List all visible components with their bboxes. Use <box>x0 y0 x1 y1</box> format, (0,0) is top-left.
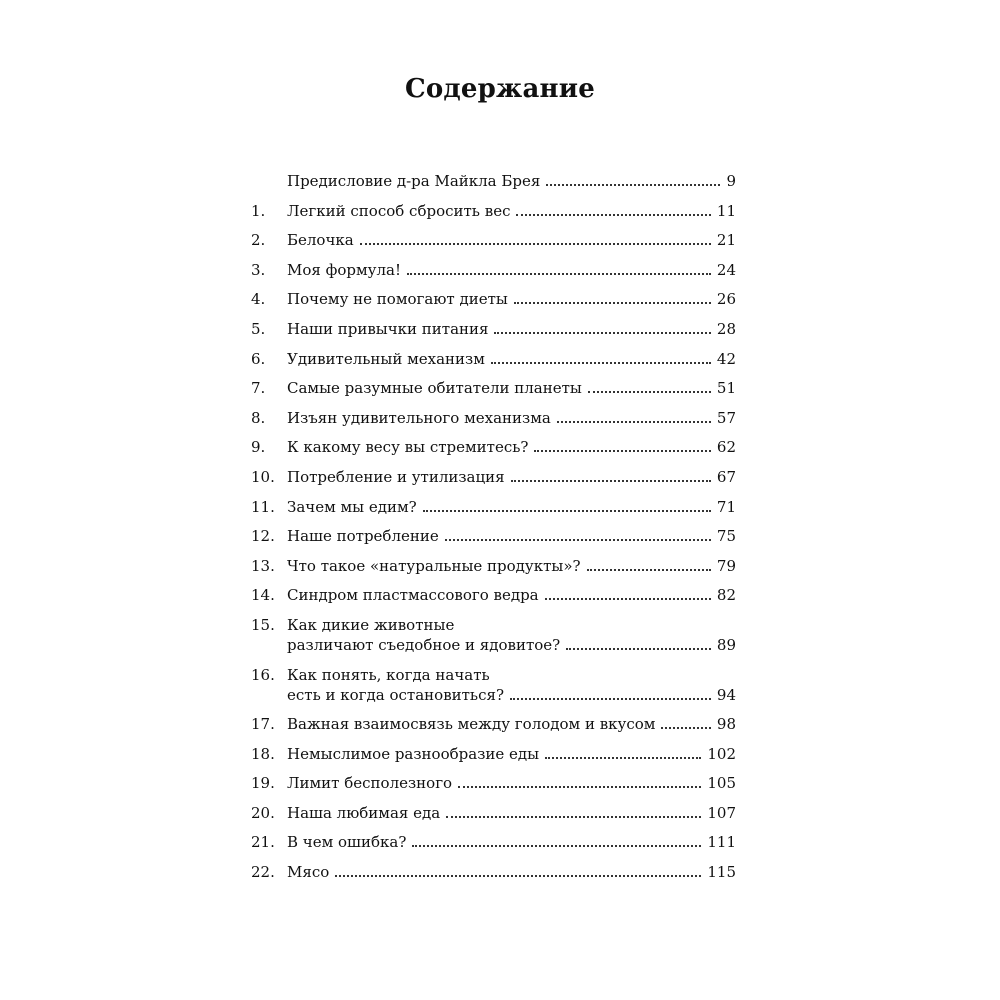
chapter-title: Моя формула! <box>287 260 401 279</box>
page-number: 67 <box>716 467 736 486</box>
toc-entry[interactable] <box>251 497 736 517</box>
entry-body <box>287 744 736 764</box>
chapter-number: 4. <box>251 290 266 309</box>
chapter-title: различают съедобное и ядовитое? <box>287 635 561 654</box>
page-number: 105 <box>707 774 736 793</box>
dot-leader <box>661 727 710 729</box>
dot-leader <box>335 875 701 877</box>
chapter-title-final-line <box>287 714 736 734</box>
chapter-number: 3. <box>251 260 266 279</box>
chapter-number: 22. <box>251 863 275 882</box>
toc-entry[interactable] <box>251 289 736 309</box>
entry-body <box>287 171 736 191</box>
chapter-number: 1. <box>251 201 266 220</box>
toc-entry[interactable] <box>251 260 736 280</box>
chapter-number: 17. <box>251 715 275 734</box>
chapter-title-final-line <box>287 803 736 823</box>
chapter-title-final-line <box>287 773 736 793</box>
entry-body <box>287 556 736 576</box>
chapter-number: 18. <box>251 744 275 763</box>
chapter-title: Удивительный механизм <box>287 349 485 368</box>
chapter-title: Почему не помогают диеты <box>287 290 508 309</box>
page-number: 75 <box>716 527 736 546</box>
page-number: 115 <box>707 863 736 882</box>
chapter-title-final-line <box>287 349 736 369</box>
chapter-number: 11. <box>251 497 275 516</box>
toc-entry[interactable] <box>251 585 736 605</box>
toc-entry[interactable] <box>251 408 736 428</box>
entry-body <box>287 378 736 398</box>
chapter-number: 10. <box>251 467 275 486</box>
page-number: 28 <box>716 319 736 338</box>
dot-leader <box>545 757 701 759</box>
dot-leader <box>587 569 711 571</box>
chapter-number: 6. <box>251 349 266 368</box>
chapter-title: В чем ошибка? <box>287 833 407 852</box>
chapter-title-final-line <box>287 685 736 705</box>
chapter-title-line: Как дикие животные <box>287 615 455 634</box>
entry-body <box>287 201 736 221</box>
chapter-number: 9. <box>251 438 266 457</box>
chapter-title-final-line <box>287 585 736 605</box>
toc-entry[interactable] <box>251 467 736 487</box>
chapter-number: 20. <box>251 803 275 822</box>
page-number: 71 <box>716 497 736 516</box>
chapter-title-final-line <box>287 408 736 428</box>
dot-leader <box>494 332 710 334</box>
toc-entry[interactable] <box>251 556 736 576</box>
entry-body <box>287 437 736 457</box>
chapter-title-final-line <box>287 437 736 457</box>
dot-leader <box>511 480 711 482</box>
chapter-number: 13. <box>251 556 275 575</box>
chapter-title: Легкий способ сбросить вес <box>287 201 511 220</box>
toc-entry[interactable] <box>251 773 736 793</box>
toc-entry[interactable] <box>251 437 736 457</box>
toc-entry[interactable] <box>251 744 736 764</box>
toc-entry[interactable] <box>251 319 736 339</box>
chapter-title-final-line <box>287 497 736 517</box>
toc-entry[interactable] <box>251 378 736 398</box>
dot-leader <box>534 450 710 452</box>
chapter-title: Зачем мы едим? <box>287 497 417 516</box>
chapter-number: 21. <box>251 833 275 852</box>
page-number: 89 <box>716 635 736 654</box>
chapter-title: Наши привычки питания <box>287 319 489 338</box>
chapter-number: 7. <box>251 379 266 398</box>
page-number: 111 <box>707 833 736 852</box>
entry-body <box>287 585 736 605</box>
chapter-title-final-line <box>287 467 736 487</box>
dot-leader <box>546 184 720 186</box>
dot-leader <box>423 510 711 512</box>
entry-body <box>287 803 736 823</box>
dot-leader <box>516 214 710 216</box>
chapter-title: Самые разумные обитатели планеты <box>287 379 582 398</box>
chapter-title-final-line <box>287 230 736 250</box>
chapter-title: К какому весу вы стремитесь? <box>287 438 529 457</box>
toc-entry[interactable] <box>251 803 736 823</box>
toc-entry[interactable] <box>251 665 736 705</box>
chapter-number: 19. <box>251 774 275 793</box>
toc-entry[interactable] <box>251 615 736 655</box>
toc-entry[interactable] <box>251 171 736 191</box>
chapter-title-line: Как понять, когда начать <box>287 665 490 684</box>
chapter-title: Что такое «натуральные продукты»? <box>287 556 581 575</box>
dot-leader <box>514 302 711 304</box>
chapter-title: Немыслимое разнообразие еды <box>287 744 540 763</box>
chapter-title: есть и когда остановиться? <box>287 685 505 704</box>
dot-leader <box>412 845 701 847</box>
table-of-contents <box>251 171 736 892</box>
entry-body <box>287 615 736 655</box>
chapter-title: Синдром пластмассового ведра <box>287 586 539 605</box>
dot-leader <box>446 816 701 818</box>
toc-entry[interactable] <box>251 349 736 369</box>
page-number: 24 <box>716 260 736 279</box>
dot-leader <box>360 243 711 245</box>
entry-body <box>287 230 736 250</box>
chapter-title-final-line <box>287 171 736 191</box>
chapter-title: Белочка <box>287 231 354 250</box>
page-number: 107 <box>707 803 736 822</box>
page-number: 26 <box>716 290 736 309</box>
entry-body <box>287 714 736 734</box>
chapter-title-final-line <box>287 526 736 546</box>
chapter-title: Мясо <box>287 863 330 882</box>
chapter-title-final-line <box>287 260 736 280</box>
chapter-title: Потребление и утилизация <box>287 467 505 486</box>
page-number: 9 <box>726 172 736 190</box>
toc-entry[interactable] <box>251 832 736 852</box>
dot-leader <box>458 786 701 788</box>
entry-body <box>287 832 736 852</box>
chapter-title: Важная взаимосвязь между голодом и вкусом <box>287 715 656 734</box>
chapter-number: 16. <box>251 665 275 684</box>
page-number: 21 <box>716 231 736 250</box>
toc-entry[interactable] <box>251 201 736 221</box>
chapter-title: Наше потребление <box>287 527 439 546</box>
entry-body <box>287 349 736 369</box>
chapter-title-final-line <box>287 556 736 576</box>
chapter-title-final-line <box>287 378 736 398</box>
dot-leader <box>566 648 711 650</box>
chapter-title-final-line <box>287 832 736 852</box>
dot-leader <box>545 598 711 600</box>
dot-leader <box>445 539 711 541</box>
page-title: Содержание <box>404 74 596 104</box>
entry-body <box>287 526 736 546</box>
page-number: 94 <box>716 685 736 704</box>
entry-body <box>287 260 736 280</box>
chapter-title-final-line <box>287 289 736 309</box>
entry-body <box>287 319 736 339</box>
entry-body <box>287 408 736 428</box>
page-number: 11 <box>716 201 736 220</box>
entry-body <box>287 773 736 793</box>
entry-body <box>287 289 736 309</box>
dot-leader <box>588 391 711 393</box>
chapter-number: 12. <box>251 527 275 546</box>
chapter-number: 8. <box>251 408 266 427</box>
entry-body <box>287 497 736 517</box>
page-number: 79 <box>716 556 736 575</box>
chapter-title: Предисловие д-ра Майкла Брея <box>287 172 541 190</box>
chapter-title-final-line <box>287 744 736 764</box>
chapter-number: 5. <box>251 319 266 338</box>
chapter-title-final-line <box>287 319 736 339</box>
toc-entry[interactable] <box>251 862 736 882</box>
page-number: 82 <box>716 586 736 605</box>
entry-body <box>287 467 736 487</box>
page-number: 42 <box>716 349 736 368</box>
chapter-title: Лимит бесполезного <box>287 774 453 793</box>
page-number: 51 <box>716 379 736 398</box>
chapter-number: 15. <box>251 615 275 634</box>
chapter-title-final-line <box>287 201 736 221</box>
page-number: 57 <box>716 408 736 427</box>
toc-entry[interactable] <box>251 714 736 734</box>
toc-entry[interactable] <box>251 230 736 250</box>
chapter-title: Наша любимая еда <box>287 803 441 822</box>
page-number: 98 <box>716 715 736 734</box>
entry-body <box>287 862 736 882</box>
dot-leader <box>407 273 711 275</box>
toc-entry[interactable] <box>251 526 736 546</box>
dot-leader <box>510 698 711 700</box>
chapter-title-final-line <box>287 635 736 655</box>
dot-leader <box>557 421 711 423</box>
page-number: 102 <box>707 744 736 763</box>
entry-body <box>287 665 736 705</box>
chapter-title-final-line <box>287 862 736 882</box>
chapter-title: Изъян удивительного механизма <box>287 408 551 427</box>
dot-leader <box>491 362 711 364</box>
page-number: 62 <box>716 438 736 457</box>
chapter-number: 2. <box>251 231 266 250</box>
chapter-number: 14. <box>251 586 275 605</box>
